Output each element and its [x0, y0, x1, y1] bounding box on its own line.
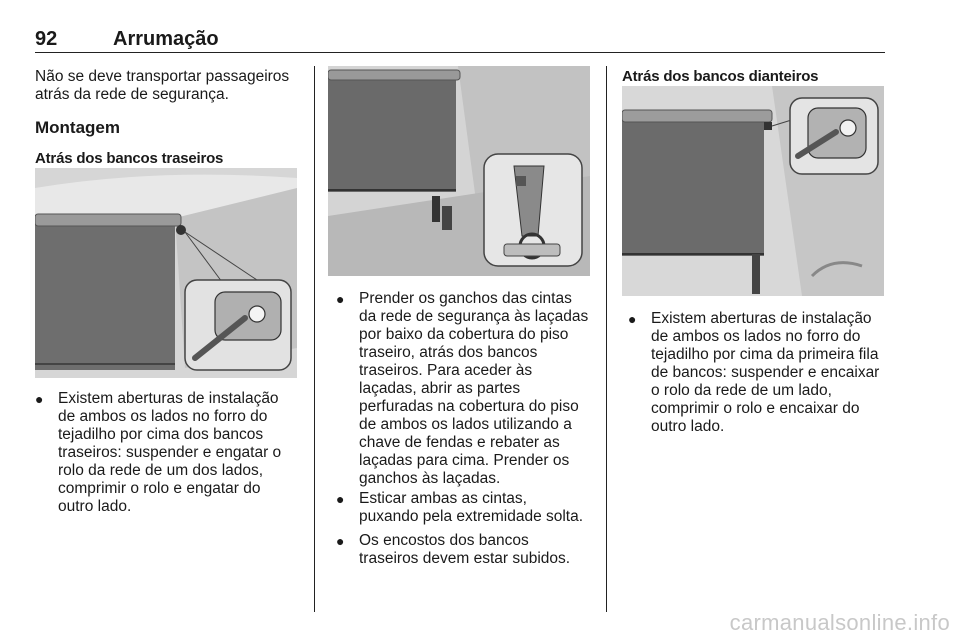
bullet-dot: ●: [628, 311, 637, 327]
bullet-text: Existem aberturas de instalação de ambos os lados no forro do tejadilho por cima dos bancos traseiros: suspender e engatar o rolo da rede de um dos lados, comprimir o rolo e engatar do outro lado.: [58, 390, 282, 515]
bullet-dot: ●: [336, 491, 345, 507]
bullet-text: Existem aberturas de instalação de ambos os lados no forro do tejadilho por cima da primeira fila de bancos: suspender e encaixar o rolo da rede de um lado, comprimir o rolo e encaixar do outro lado.: [651, 310, 880, 435]
bullet-front-install: [628, 310, 890, 440]
subheading-rear-seats: Atrás dos bancos traseiros: [35, 150, 224, 167]
header-rule: [35, 52, 885, 53]
bullet-dot: ●: [35, 391, 44, 407]
bullet-dot: ●: [336, 291, 345, 307]
bullet-text: Os encostos dos bancos traseiros devem estar subidos.: [359, 532, 571, 567]
watermark: carmanualsonline.info: [729, 610, 950, 635]
illustration-strap-hooks: [328, 66, 590, 276]
section-heading: Montagem: [35, 118, 120, 137]
column-divider-2: [606, 66, 607, 612]
subheading-front-seats: Atrás dos bancos dianteiros: [622, 68, 819, 85]
column-divider-1: [314, 66, 315, 612]
intro-line-2: atrás da rede de segurança.: [35, 86, 229, 103]
bullet-seatbacks: [336, 532, 601, 572]
bullet-dot: ●: [336, 533, 345, 549]
bullet-hooks: [336, 290, 601, 490]
bullet-text: Esticar ambas as cintas, puxando pela extremidade solta.: [359, 490, 584, 525]
bullet-rear-install: [35, 390, 305, 520]
bullet-tighten: [336, 490, 601, 530]
intro-line-1: Não se deve transportar passageiros: [35, 68, 290, 85]
illustration-rear-seats: [35, 168, 297, 378]
illustration-front-seats: [622, 86, 884, 296]
bullet-text: Prender os ganchos das cintas da rede de segurança às laçadas por baixo da cobertura do piso traseiro, atrás dos bancos traseiros. Para aceder às laçadas, abrir as partes perfuradas na cobertura do piso de ambos os lados utilizando a chave de fendas e rebater as laçadas para cima. Prender os ganchos às laçadas.: [359, 290, 589, 487]
page-number: 92: [35, 28, 58, 50]
chapter-title: Arrumação: [113, 28, 219, 50]
page-header: [35, 28, 885, 54]
